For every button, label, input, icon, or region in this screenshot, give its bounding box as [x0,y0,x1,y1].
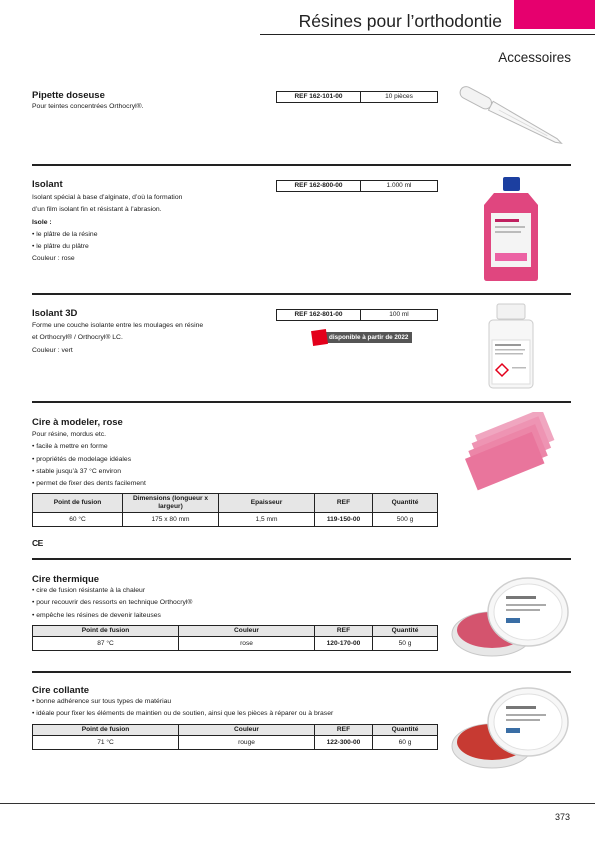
table-cell: 122-300-00 [315,736,373,750]
desc-line: Isolant spécial à base d’alginate, d’où la formation [32,194,183,201]
desc-line: • empêche les résines de devenir laiteuses [32,611,161,619]
table-header-row [33,494,438,513]
table-row [33,513,438,527]
isolant-bottle-image [478,175,544,283]
desc-line: d’un film isolant fin et résistant à l’abrasion. [32,206,162,214]
table-header: Epaisseur [219,494,315,513]
desc-line: Forme une couche isolante entre les moulages en résine [32,322,204,329]
table-header-row [33,626,438,637]
product-title-cire-collante: Cire collante [32,685,90,696]
divider [32,293,571,295]
desc-line: et Orthocryl® / Orthocryl® LC. [32,334,123,342]
page-title: Résines pour l’orthodontie [298,11,502,31]
table-cell: 71 °C [33,736,179,750]
desc-line: • stable jusqu’à 37 °C environ [32,467,121,475]
availability-text: disponible à partir de 2022 [323,332,412,343]
wax-sheets-image [460,412,568,492]
spec-table-cire-modeler [32,493,438,527]
table-header-row [33,725,438,736]
table-header: Point de fusion [33,725,179,736]
divider [32,164,571,166]
ref-number: REF 162-101-00 [277,92,361,102]
product-title-isolant: Isolant [32,179,63,190]
table-row [33,736,438,750]
quantity: 10 pièces [385,93,413,100]
table-header: REF [315,626,373,637]
table-header: REF [315,725,373,736]
desc-line: • le plâtre du plâtre [32,243,89,251]
wax-tin-red-image [448,682,572,774]
pipette-image [452,82,572,152]
ref-number: REF 162-800-00 [277,181,361,191]
ref-box-pipette [276,91,438,103]
section-title: Accessoires [498,50,571,65]
table-cell: 175 x 80 mm [123,513,219,527]
product-title-pipette: Pipette doseuse [32,90,105,101]
table-header: Couleur [179,725,315,736]
desc-line: • propriétés de modelage idéales [32,455,132,463]
wax-tin-pink-image [448,572,572,662]
table-header: Quantité [373,725,438,736]
title-divider [260,34,595,35]
desc-line: Couleur : vert [32,346,73,354]
product-desc-isolant [32,192,432,266]
table-header: Dimensions (longueur x largeur) [123,494,219,513]
table-cell: 120-170-00 [315,637,373,651]
desc-line: Pour résine, mordus etc. [32,431,107,438]
product-desc-cire-modeler [32,429,432,490]
chapter-tab [514,0,595,29]
table-header: REF [315,494,373,513]
product-title-cire-modeler: Cire à modeler, rose [32,417,123,428]
ref-number: REF 162-801-00 [277,310,361,320]
table-cell: 500 g [373,513,438,527]
table-header: Couleur [179,626,315,637]
desc-line: • idéale pour fixer les éléments de maintien ou de soutien, ainsi que les pièces à réparer ou à braser [32,710,334,718]
desc-line: • le plâtre de la résine [32,230,98,238]
table-row [33,637,438,651]
table-cell: rose [179,637,315,651]
desc-line: Couleur : rose [32,255,75,263]
desc-line: • permet de fixer des dents facilement [32,480,146,488]
table-cell: 60 g [373,736,438,750]
page-number: 373 [554,812,570,822]
quantity: 1.000 ml [386,182,412,189]
desc-line: Isole : [32,218,52,226]
desc-line: • pour recouvrir des ressorts en technique Orthocryl® [32,599,193,607]
footer-divider [0,803,595,804]
product-title-cire-thermique: Cire thermique [32,574,100,585]
table-header: Quantité [373,494,438,513]
table-cell: 1,5 mm [219,513,315,527]
product-desc-cire-thermique [32,585,432,622]
quantity: 100 ml [389,311,409,318]
ce-mark: CE [32,538,43,548]
product-title-isolant-3d: Isolant 3D [32,308,78,319]
spec-table-cire-thermique [32,625,438,651]
desc-line: • bonne adhérence sur tous types de matériau [32,698,172,705]
ref-box-isolant-3d [276,309,438,321]
availability-badge [312,331,412,344]
desc-line: Pour teintes concentrées Orthocryl®. [32,103,144,110]
divider [32,671,571,673]
table-header: Quantité [373,626,438,637]
badge-marker-icon [311,329,328,346]
table-cell: 50 g [373,637,438,651]
table-cell: 119-150-00 [315,513,373,527]
spec-table-cire-collante [32,724,438,750]
divider [32,558,571,560]
table-cell: 60 °C [33,513,123,527]
table-cell: 87 °C [33,637,179,651]
divider [32,401,571,403]
table-header: Point de fusion [33,494,123,513]
desc-line: • facile à mettre en forme [32,443,108,451]
product-desc-cire-collante [32,696,432,721]
desc-line: • cire de fusion résistante à la chaleur [32,587,146,594]
table-cell: rouge [179,736,315,750]
table-header: Point de fusion [33,626,179,637]
isolant-3d-bottle-image [485,302,537,390]
ref-box-isolant [276,180,438,192]
